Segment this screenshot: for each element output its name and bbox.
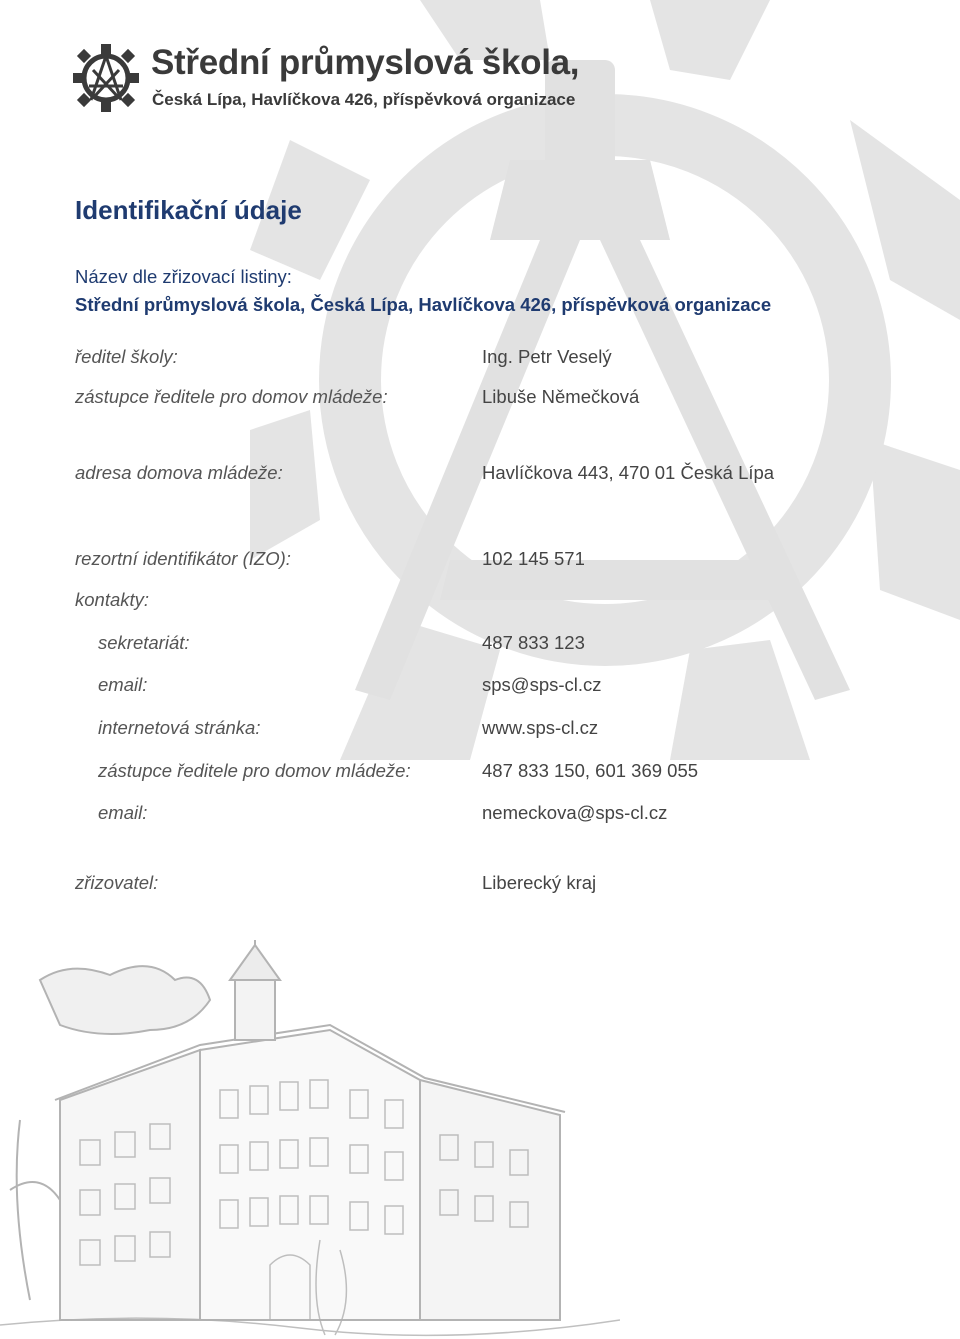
dorm-address-value: Havlíčkova 443, 470 01 Česká Lípa xyxy=(482,462,775,483)
secretariat-value: 487 833 123 xyxy=(482,632,585,653)
founding-name-label: Název dle zřizovací listiny: xyxy=(75,266,292,287)
deputy-email-value[interactable]: nemeckova@sps-cl.cz xyxy=(482,802,668,823)
deputy-label: zástupce ředitele pro domov mládeže: xyxy=(75,386,388,407)
izo-label: rezortní identifikátor (IZO): xyxy=(75,548,291,569)
deputy-value: Libuše Němečková xyxy=(482,386,640,407)
gear-compass-logo-icon xyxy=(73,42,139,112)
school-header xyxy=(73,40,593,120)
dorm-address-label: adresa domova mládeže: xyxy=(75,462,283,483)
deputy-email-label: email: xyxy=(98,802,148,823)
izo-value: 102 145 571 xyxy=(482,548,585,569)
founder-value: Liberecký kraj xyxy=(482,872,597,893)
email-value[interactable]: sps@sps-cl.cz xyxy=(482,674,602,695)
website-label: internetová stránka: xyxy=(98,717,261,738)
director-label: ředitel školy: xyxy=(75,346,178,367)
director-value: Ing. Petr Veselý xyxy=(482,346,612,367)
founder-label: zřizovatel: xyxy=(75,872,159,893)
deputy-phone-label: zástupce ředitele pro domov mládeže: xyxy=(98,760,411,781)
deputy-phone-value: 487 833 150, 601 369 055 xyxy=(482,760,699,781)
school-subtitle: Česká Lípa, Havlíčkova 426, příspěvková organizace xyxy=(152,90,576,109)
secretariat-label: sekretariát: xyxy=(98,632,190,653)
email-label: email: xyxy=(98,674,148,695)
website-value[interactable]: www.sps-cl.cz xyxy=(482,717,599,738)
founding-name-value: Střední průmyslová škola, Česká Lípa, Havlíčkova 426, příspěvková organizace xyxy=(75,294,772,315)
school-name: Střední průmyslová škola, xyxy=(151,43,580,82)
contacts-label: kontakty: xyxy=(75,589,150,610)
school-building-sketch xyxy=(0,940,620,1339)
page-title: Identifikační údaje xyxy=(75,195,302,225)
